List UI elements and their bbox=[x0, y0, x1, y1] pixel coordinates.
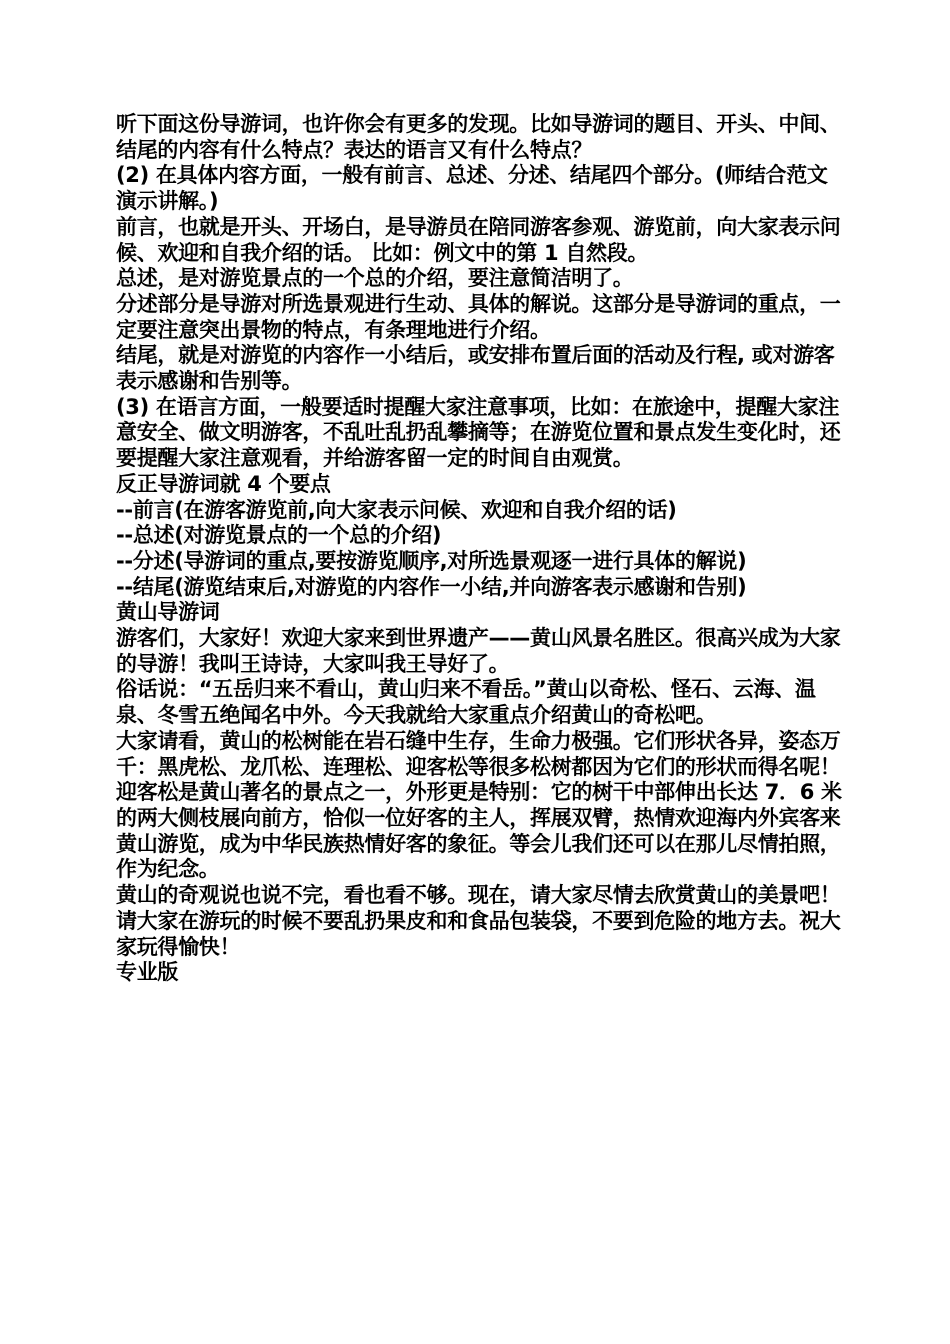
list-item-overview: --总述(对游览景点的一个总的介绍) bbox=[116, 523, 442, 548]
list-item-preface: --前言(在游客游览前,向大家表示问候、欢迎和自我介绍的话) bbox=[116, 497, 677, 522]
paragraph-content-structure: (2) 在具体内容方面，一般有前言、总述、分述、结尾四个部分。(师结合范文演示讲解。) bbox=[116, 163, 828, 214]
paragraph-closing: 黄山的奇观说也说不完，看也看不够。现在，请大家尽情去欣赏黄山的美景吧！请大家在游玩的时候不要乱扔果皮和和食品包装袋，不要到危险的地方去。祝大家玩得愉快！ bbox=[116, 883, 841, 959]
list-item-ending: --结尾(游览结束后,对游览的内容作一小结,并向游客表示感谢和告别) bbox=[116, 574, 747, 599]
edition-label: 专业版 bbox=[116, 960, 179, 985]
paragraph-ending: 结尾，就是对游览的内容作一小结后，或安排布置后面的活动及行程, 或对游客表示感谢和告别等。 bbox=[116, 343, 835, 394]
paragraph-overview: 总述，是对游览景点的一个总的介绍，要注意简洁明了。 bbox=[116, 266, 634, 291]
paragraph-greeting: 游客们，大家好！欢迎大家来到世界遗产——黄山风景名胜区。很高兴成为大家的导游！我叫王诗诗，大家叫我王导好了。 bbox=[116, 626, 841, 676]
paragraph-intro: 听下面这份导游词，也许你会有更多的发现。比如导游词的题目、开头、中间、结尾的内容有什么特点？表达的语言又有什么特点？ bbox=[116, 112, 841, 162]
section-title-huangshan: 黄山导游词 bbox=[116, 600, 220, 625]
paragraph-language: (3) 在语言方面，一般要适时提醒大家注意事项，比如：在旅途中，提醒大家注意安全、做文明游客，不乱吐乱扔乱攀摘等；在游览位置和景点发生变化时，还要提醒大家注意观看，并给游客留一定的时间自由观赏。 bbox=[116, 394, 841, 471]
document-body bbox=[116, 112, 842, 986]
paragraph-key-points-heading: 反正导游词就 4 个要点 bbox=[116, 471, 331, 496]
paragraph-saying: 俗话说：“五岳归来不看山，黄山归来不看岳。”黄山以奇松、怪石、云海、温泉、冬雪五绝闻名中外。今天我就给大家重点介绍黄山的奇松吧。 bbox=[116, 677, 816, 728]
paragraph-preface: 前言，也就是开头、开场白，是导游员在陪同游客参观、游览前，向大家表示问候、欢迎和自我介绍的话。 比如：例文中的第 1 自然段。 bbox=[116, 214, 841, 265]
list-item-details: --分述(导游词的重点,要按游览顺序,对所选景观逐一进行具体的解说) bbox=[116, 548, 747, 573]
paragraph-pines: 大家请看，黄山的松树能在岩石缝中生存，生命力极强。它们形状各异，姿态万千：黑虎松、龙爪松、连理松、迎客松等很多松树都因为它们的形状而得名呢！ 迎客松是黄山著名的景点之一，外形更是特别：它的树干中部伸出长达 7．6 米的两大侧枝展向前方，恰似一位好客的主人，挥展双臂，热情欢迎海内外宾客来黄山游览，成为中华民族热情好客的象征。等会儿我们还可以在那儿尽情拍照，作为纪念。 bbox=[116, 728, 842, 882]
paragraph-details: 分述部分是导游对所选景观进行生动、具体的解说。这部分是导游词的重点，一定要注意突出景物的特点，有条理地进行介绍。 bbox=[116, 291, 841, 342]
